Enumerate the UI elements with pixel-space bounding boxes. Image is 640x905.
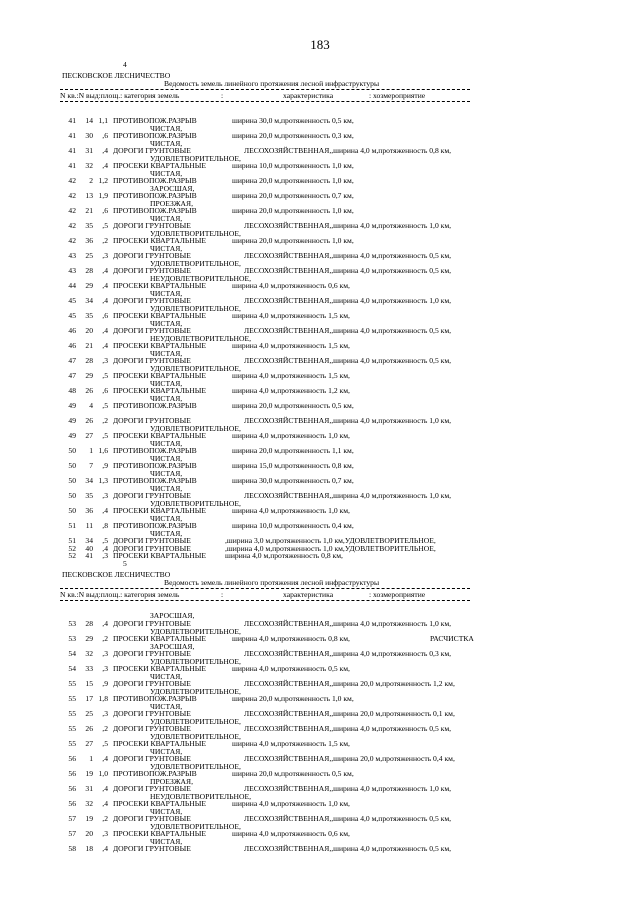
vyd-cell: 28: [85, 619, 93, 628]
category-cell: ПРОСЕКИ КВАРТАЛЬНЫЕ: [113, 799, 206, 808]
kv-cell: 55: [68, 694, 76, 703]
vyd-cell: 15: [85, 679, 93, 688]
vyd-cell: 30: [85, 131, 93, 140]
area-cell: ,4: [102, 543, 108, 553]
vyd-cell: 32: [85, 799, 93, 808]
vyd-cell: 26: [85, 724, 93, 733]
vyd-cell: 34: [85, 536, 93, 545]
category-cell: ПРОТИВОПОЖ.РАЗРЫВ: [113, 694, 197, 703]
area-cell: ,5: [102, 536, 108, 545]
vyd-cell: 34: [85, 296, 93, 305]
vyd-cell: 21: [85, 341, 93, 350]
kv-cell: 41: [68, 116, 76, 125]
area-cell: ,6: [102, 206, 108, 215]
vyd-cell: 17: [85, 694, 93, 703]
characteristic-cell: ширина 4,0 м,протяженность 1,5 км,: [232, 311, 350, 320]
characteristic-cell: ширина 20,0 м,протяженность 0,5 км,: [232, 401, 354, 410]
category-cell: ДОРОГИ ГРУНТОВЫЕ: [113, 146, 191, 155]
area-cell: ,2: [102, 236, 108, 245]
vyd-cell: 4: [89, 401, 93, 410]
subline-cell: УДОВЛЕТВОРИТЕЛЬНОЕ,: [150, 716, 241, 726]
area-cell: ,3: [102, 551, 108, 561]
kv-cell: 55: [68, 739, 76, 748]
category-cell: ДОРОГИ ГРУНТОВЫЕ: [113, 221, 191, 230]
kv-cell: 50: [68, 476, 76, 485]
characteristic-cell: ЛЕСОХОЗЯЙСТВЕННАЯ,,ширина 4,0 м,протяженность 0,5 км,: [244, 356, 452, 365]
subline-cell: УДОВЛЕТВОРИТЕЛЬНОЕ,: [150, 423, 241, 433]
characteristic-cell: ширина 10,0 м,протяженность 0,4 км,: [232, 521, 354, 530]
category-cell: ДОРОГИ ГРУНТОВЫЕ: [113, 784, 191, 793]
characteristic-cell: ширина 4,0 м,протяженность 1,2 км,: [232, 386, 350, 395]
kv-cell: 54: [68, 649, 76, 658]
area-cell: ,3: [102, 491, 108, 500]
category-cell: ПРОСЕКИ КВАРТАЛЬНЫЕ: [113, 431, 206, 440]
vyd-cell: 19: [85, 814, 93, 823]
subline-cell: НЕУДОВЛЕТВОРИТЕЛЬНОЕ,: [150, 791, 252, 801]
characteristic-cell: ширина 4,0 м,протяженность 1,5 км,: [232, 739, 350, 748]
characteristic-cell: ЛЕСОХОЗЯЙСТВЕННАЯ,,ширина 20,0 м,протяженность 0,1 км,: [244, 709, 455, 718]
area-cell: 1,1: [98, 116, 108, 125]
category-cell: ПРОСЕКИ КВАРТАЛЬНЫЕ: [113, 551, 206, 561]
kv-cell: 56: [68, 769, 76, 778]
subline-cell: ЧИСТАЯ,: [150, 671, 183, 681]
characteristic-cell: ЛЕСОХОЗЯЙСТВЕННАЯ,,ширина 4,0 м,протяженность 0,3 км,: [244, 649, 452, 658]
category-cell: ДОРОГИ ГРУНТОВЫЕ: [113, 649, 191, 658]
category-cell: ПРОСЕКИ КВАРТАЛЬНЫЕ: [113, 506, 206, 515]
vyd-cell: 1: [89, 446, 93, 455]
vyd-cell: 32: [85, 649, 93, 658]
vyd-cell: 13: [85, 191, 93, 200]
characteristic-cell: ширина 4,0 м,протяженность 0,8 км,: [225, 551, 343, 561]
subline-cell: ЧИСТАЯ,: [150, 168, 183, 178]
characteristic-cell: ЛЕСОХОЗЯЙСТВЕННАЯ,,ширина 4,0 м,протяженность 1,0 км,: [244, 619, 452, 628]
characteristic-cell: ,ширина 4,0 м,протяженность 1,0 км,УДОВЛЕТВОРИТЕЛЬНОЕ,: [225, 543, 436, 553]
characteristic-cell: ширина 20,0 м,протяженность 1,0 км,: [232, 694, 354, 703]
area-cell: ,6: [102, 311, 108, 320]
vyd-cell: 35: [85, 311, 93, 320]
vyd-cell: 29: [85, 281, 93, 290]
kv-cell: 42: [68, 206, 76, 215]
kv-cell: 55: [68, 709, 76, 718]
characteristic-cell: ширина 15,0 м,протяженность 0,8 км,: [232, 461, 354, 470]
characteristic-cell: ширина 4,0 м,протяженность 1,0 км,: [232, 799, 350, 808]
characteristic-cell: ширина 20,0 м,протяженность 1,1 км,: [232, 446, 354, 455]
characteristic-cell: ширина 4,0 м,протяженность 0,8 км,: [232, 634, 350, 643]
category-cell: ПРОТИВОПОЖ.РАЗРЫВ: [113, 206, 197, 215]
subline-cell: УДОВЛЕТВОРИТЕЛЬНОЕ,: [150, 821, 241, 831]
characteristic-cell: ЛЕСОХОЗЯЙСТВЕННАЯ,,ширина 4,0 м,протяженность 0,5 км,: [244, 266, 452, 275]
category-cell: ПРОТИВОПОЖ.РАЗРЫВ: [113, 769, 197, 778]
subline-cell: ЧИСТАЯ,: [150, 378, 183, 388]
kv-cell: 55: [68, 724, 76, 733]
page-number: 183: [310, 37, 330, 52]
subline-cell: УДОВЛЕТВОРИТЕЛЬНОЕ,: [150, 686, 241, 696]
subline-cell: ЧИСТАЯ,: [150, 836, 183, 846]
kv-cell: 56: [68, 754, 76, 763]
area-cell: ,4: [102, 619, 108, 628]
characteristic-cell: ЛЕСОХОЗЯЙСТВЕННАЯ,,ширина 20,0 м,протяженность 0,4 км,: [244, 754, 455, 763]
area-cell: ,4: [102, 281, 108, 290]
category-cell: ПРОТИВОПОЖ.РАЗРЫВ: [113, 446, 197, 455]
kv-cell: 42: [68, 191, 76, 200]
header-rule-top: [60, 588, 470, 589]
category-cell: ДОРОГИ ГРУНТОВЫЕ: [113, 491, 191, 500]
characteristic-cell: ширина 20,0 м,протяженность 0,7 км,: [232, 191, 354, 200]
area-cell: ,2: [102, 724, 108, 733]
characteristic-cell: ширина 20,0 м,протяженность 1,0 км,: [232, 206, 354, 215]
vyd-cell: 20: [85, 326, 93, 335]
characteristic-cell: ширина 4,0 м,протяженность 0,5 км,: [232, 664, 350, 673]
subline-cell: УДОВЛЕТВОРИТЕЛЬНОЕ,: [150, 656, 241, 666]
vyd-cell: 36: [85, 506, 93, 515]
area-cell: ,8: [102, 521, 108, 530]
vyd-cell: 14: [85, 116, 93, 125]
vyd-cell: 32: [85, 161, 93, 170]
subline-cell: УДОВЛЕТВОРИТЕЛЬНОЕ,: [150, 731, 241, 741]
area-cell: ,4: [102, 506, 108, 515]
area-cell: ,4: [102, 296, 108, 305]
kv-cell: 58: [68, 844, 76, 853]
kv-cell: 52: [68, 551, 76, 561]
kv-cell: 50: [68, 446, 76, 455]
vyd-cell: 1: [89, 754, 93, 763]
kv-cell: 51: [68, 521, 76, 530]
characteristic-cell: ,ширина 3,0 м,протяженность 1,0 км,УДОВЛЕТВОРИТЕЛЬНОЕ,: [225, 536, 436, 545]
subline-cell: УДОВЛЕТВОРИТЕЛЬНОЕ,: [150, 761, 241, 771]
subline-cell: ЧИСТАЯ,: [150, 348, 183, 358]
carryover-line: ЗАРОСШАЯ,: [150, 611, 195, 620]
area-cell: ,4: [102, 266, 108, 275]
area-cell: ,3: [102, 709, 108, 718]
kv-cell: 49: [68, 401, 76, 410]
category-cell: ПРОСЕКИ КВАРТАЛЬНЫЕ: [113, 829, 206, 838]
header-colon: :: [221, 590, 224, 599]
kv-cell: 42: [68, 176, 76, 185]
area-cell: ,5: [102, 739, 108, 748]
category-cell: ДОРОГИ ГРУНТОВЫЕ: [113, 814, 191, 823]
subline-cell: ЧИСТАЯ,: [150, 393, 183, 403]
category-cell: ПРОСЕКИ КВАРТАЛЬНЫЕ: [113, 371, 206, 380]
subline-cell: ЧИСТАЯ,: [150, 483, 183, 493]
kv-cell: 50: [68, 506, 76, 515]
kv-cell: 52: [68, 543, 76, 553]
characteristic-cell: ширина 10,0 м,протяженность 1,0 км,: [232, 161, 354, 170]
vyd-cell: 36: [85, 236, 93, 245]
category-cell: ДОРОГИ ГРУНТОВЫЕ: [113, 326, 191, 335]
vyd-cell: 28: [85, 266, 93, 275]
kv-cell: 57: [68, 814, 76, 823]
header-measures: : хозмероприятие: [369, 590, 426, 599]
action-cell: РАСЧИСТКА: [430, 634, 474, 643]
characteristic-cell: ширина 30,0 м,протяженность 0,7 км,: [232, 476, 354, 485]
characteristic-cell: ЛЕСОХОЗЯЙСТВЕННАЯ,,ширина 4,0 м,протяженность 1,0 км,: [244, 491, 452, 500]
characteristic-cell: ЛЕСОХОЗЯЙСТВЕННАЯ,,ширина 4,0 м,протяженность 0,8 км,: [244, 146, 452, 155]
category-cell: ПРОСЕКИ КВАРТАЛЬНЫЕ: [113, 634, 206, 643]
subline-cell: НЕУДОВЛЕТВОРИТЕЛЬНОЕ,: [150, 333, 252, 343]
category-cell: ДОРОГИ ГРУНТОВЫЕ: [113, 543, 191, 553]
category-cell: ПРОСЕКИ КВАРТАЛЬНЫЕ: [113, 161, 206, 170]
area-cell: ,4: [102, 341, 108, 350]
characteristic-cell: ширина 4,0 м,протяженность 0,6 км,: [232, 281, 350, 290]
area-cell: 1,3: [98, 476, 108, 485]
header-measures: : хозмероприятие: [369, 91, 426, 100]
kv-cell: 44: [68, 281, 76, 290]
subline-cell: ПРОЕЗЖАЯ,: [150, 776, 193, 786]
characteristic-cell: ширина 4,0 м,протяженность 1,5 км,: [232, 371, 350, 380]
subline-cell: УДОВЛЕТВОРИТЕЛЬНОЕ,: [150, 258, 241, 268]
subline-cell: УДОВЛЕТВОРИТЕЛЬНОЕ,: [150, 498, 241, 508]
header-colon: :: [221, 91, 224, 100]
category-cell: ДОРОГИ ГРУНТОВЫЕ: [113, 416, 191, 425]
area-cell: 1,2: [98, 176, 108, 185]
characteristic-cell: ЛЕСОХОЗЯЙСТВЕННАЯ,,ширина 4,0 м,протяженность 0,5 км,: [244, 326, 452, 335]
kv-cell: 50: [68, 491, 76, 500]
area-cell: ,3: [102, 649, 108, 658]
area-cell: ,6: [102, 386, 108, 395]
vyd-cell: 25: [85, 251, 93, 260]
category-cell: ДОРОГИ ГРУНТОВЫЕ: [113, 724, 191, 733]
characteristic-cell: ширина 4,0 м,протяженность 1,0 км,: [232, 431, 350, 440]
characteristic-cell: ширина 20,0 м,протяженность 1,0 км,: [232, 176, 354, 185]
area-cell: ,4: [102, 146, 108, 155]
area-cell: 1,0: [98, 769, 108, 778]
category-cell: ПРОСЕКИ КВАРТАЛЬНЫЕ: [113, 311, 206, 320]
kv-cell: 46: [68, 341, 76, 350]
vyd-cell: 7: [89, 461, 93, 470]
vyd-cell: 29: [85, 634, 93, 643]
forestry-name: ПЕСКОВСКОЕ ЛЕСНИЧЕСТВО: [62, 570, 171, 579]
category-cell: ДОРОГИ ГРУНТОВЫЕ: [113, 619, 191, 628]
characteristic-cell: ЛЕСОХОЗЯЙСТВЕННАЯ,,ширина 20,0 м,протяженность 1,2 км,: [244, 679, 455, 688]
subline-cell: ЗАРОСШАЯ,: [150, 641, 195, 651]
kv-cell: 43: [68, 251, 76, 260]
category-cell: ДОРОГИ ГРУНТОВЫЕ: [113, 536, 191, 545]
subline-cell: ЧИСТАЯ,: [150, 318, 183, 328]
subline-cell: УДОВЛЕТВОРИТЕЛЬНОЕ,: [150, 228, 241, 238]
vyd-cell: 11: [85, 521, 93, 530]
characteristic-cell: ширина 20,0 м,протяженность 1,0 км,: [232, 236, 354, 245]
header-characteristic: характеристика: [283, 590, 334, 599]
subline-cell: ЧИСТАЯ,: [150, 243, 183, 253]
subline-cell: ЧИСТАЯ,: [150, 453, 183, 463]
category-cell: ПРОТИВОПОЖ.РАЗРЫВ: [113, 191, 197, 200]
kv-cell: 56: [68, 799, 76, 808]
vyd-cell: 26: [85, 386, 93, 395]
characteristic-cell: ширина 20,0 м,протяженность 0,3 км,: [232, 131, 354, 140]
kv-cell: 43: [68, 266, 76, 275]
subline-cell: ЧИСТАЯ,: [150, 806, 183, 816]
category-cell: ДОРОГИ ГРУНТОВЫЕ: [113, 296, 191, 305]
area-cell: ,6: [102, 131, 108, 140]
subline-cell: УДОВЛЕТВОРИТЕЛЬНОЕ,: [150, 626, 241, 636]
header-columns-left: N кв.:N выд:площ.: категория земель: [60, 590, 180, 599]
category-cell: ПРОТИВОПОЖ.РАЗРЫВ: [113, 131, 197, 140]
subline-cell: ЧИСТАЯ,: [150, 528, 183, 538]
kv-cell: 54: [68, 664, 76, 673]
category-cell: ПРОСЕКИ КВАРТАЛЬНЫЕ: [113, 739, 206, 748]
subline-cell: НЕУДОВЛЕТВОРИТЕЛЬНОЕ,: [150, 273, 252, 283]
kv-cell: 48: [68, 386, 76, 395]
area-cell: ,4: [102, 161, 108, 170]
area-cell: 1,6: [98, 446, 108, 455]
area-cell: ,9: [102, 679, 108, 688]
area-cell: ,3: [102, 829, 108, 838]
category-cell: ПРОТИВОПОЖ.РАЗРЫВ: [113, 116, 197, 125]
kv-cell: 55: [68, 679, 76, 688]
category-cell: ПРОСЕКИ КВАРТАЛЬНЫЕ: [113, 236, 206, 245]
header-columns-left: N кв.:N выд:площ.: категория земель: [60, 91, 180, 100]
section-marker: 5: [123, 559, 127, 568]
statement-title: Ведомость земель линейного протяжения лесной инфраструктуры: [164, 79, 380, 88]
characteristic-cell: ширина 4,0 м,протяженность 0,6 км,: [232, 829, 350, 838]
area-cell: ,5: [102, 431, 108, 440]
area-cell: 1,8: [98, 694, 108, 703]
kv-cell: 57: [68, 829, 76, 838]
category-cell: ПРОСЕКИ КВАРТАЛЬНЫЕ: [113, 341, 206, 350]
subline-cell: УДОВЛЕТВОРИТЕЛЬНОЕ,: [150, 153, 241, 163]
category-cell: ДОРОГИ ГРУНТОВЫЕ: [113, 679, 191, 688]
kv-cell: 56: [68, 784, 76, 793]
characteristic-cell: ЛЕСОХОЗЯЙСТВЕННАЯ,,ширина 4,0 м,протяженность 0,5 км,: [244, 251, 452, 260]
category-cell: ПРОСЕКИ КВАРТАЛЬНЫЕ: [113, 386, 206, 395]
kv-cell: 45: [68, 296, 76, 305]
characteristic-cell: ЛЕСОХОЗЯЙСТВЕННАЯ,,ширина 4,0 м,протяженность 0,5 км,: [244, 814, 452, 823]
area-cell: ,4: [102, 799, 108, 808]
category-cell: ДОРОГИ ГРУНТОВЫЕ: [113, 251, 191, 260]
characteristic-cell: ширина 4,0 м,протяженность 1,5 км,: [232, 341, 350, 350]
characteristic-cell: ширина 4,0 м,протяженность 1,0 км,: [232, 506, 350, 515]
area-cell: ,2: [102, 814, 108, 823]
vyd-cell: 27: [85, 431, 93, 440]
area-cell: ,4: [102, 754, 108, 763]
forestry-name: ПЕСКОВСКОЕ ЛЕСНИЧЕСТВО: [62, 71, 171, 80]
subline-cell: ЧИСТАЯ,: [150, 468, 183, 478]
header-rule-bottom: [60, 600, 470, 601]
kv-cell: 51: [68, 536, 76, 545]
subline-cell: УДОВЛЕТВОРИТЕЛЬНОЕ,: [150, 363, 241, 373]
statement-title: Ведомость земель линейного протяжения лесной инфраструктуры: [164, 578, 380, 587]
kv-cell: 41: [68, 161, 76, 170]
area-cell: ,3: [102, 664, 108, 673]
kv-cell: 47: [68, 371, 76, 380]
vyd-cell: 28: [85, 356, 93, 365]
category-cell: ДОРОГИ ГРУНТОВЫЕ: [113, 356, 191, 365]
vyd-cell: 21: [85, 206, 93, 215]
characteristic-cell: ЛЕСОХОЗЯЙСТВЕННАЯ,,ширина 4,0 м,протяженность 1,0 км,: [244, 221, 452, 230]
area-cell: ,4: [102, 326, 108, 335]
category-cell: ДОРОГИ ГРУНТОВЫЕ: [113, 754, 191, 763]
header-rule-bottom: [60, 101, 470, 102]
subline-cell: ЧИСТАЯ,: [150, 288, 183, 298]
vyd-cell: 35: [85, 221, 93, 230]
kv-cell: 46: [68, 326, 76, 335]
kv-cell: 42: [68, 236, 76, 245]
vyd-cell: 40: [85, 543, 93, 553]
area-cell: ,3: [102, 251, 108, 260]
vyd-cell: 25: [85, 709, 93, 718]
subline-cell: ПРОЕЗЖАЯ,: [150, 198, 193, 208]
category-cell: ПРОТИВОПОЖ.РАЗРЫВ: [113, 401, 197, 410]
kv-cell: 41: [68, 146, 76, 155]
vyd-cell: 29: [85, 371, 93, 380]
characteristic-cell: ЛЕСОХОЗЯЙСТВЕННАЯ,,ширина 4,0 м,протяженность 0,5 км,: [244, 844, 452, 853]
kv-cell: 53: [68, 619, 76, 628]
category-cell: ПРОТИВОПОЖ.РАЗРЫВ: [113, 521, 197, 530]
subline-cell: ЧИСТАЯ,: [150, 438, 183, 448]
header-rule-top: [60, 89, 470, 90]
subline-cell: ЧИСТАЯ,: [150, 513, 183, 523]
category-cell: ПРОТИВОПОЖ.РАЗРЫВ: [113, 461, 197, 470]
category-cell: ПРОТИВОПОЖ.РАЗРЫВ: [113, 476, 197, 485]
vyd-cell: 41: [85, 551, 93, 561]
subline-cell: ЧИСТАЯ,: [150, 213, 183, 223]
category-cell: ПРОТИВОПОЖ.РАЗРЫВ: [113, 176, 197, 185]
vyd-cell: 2: [89, 176, 93, 185]
section-marker: 4: [123, 60, 127, 69]
area-cell: ,4: [102, 784, 108, 793]
kv-cell: 49: [68, 431, 76, 440]
vyd-cell: 19: [85, 769, 93, 778]
area-cell: 1,9: [98, 191, 108, 200]
characteristic-cell: ЛЕСОХОЗЯЙСТВЕННАЯ,,ширина 4,0 м,протяженность 0,5 км,: [244, 724, 452, 733]
subline-cell: ЧИСТАЯ,: [150, 138, 183, 148]
vyd-cell: 20: [85, 829, 93, 838]
vyd-cell: 31: [85, 784, 93, 793]
header-characteristic: характеристика: [283, 91, 334, 100]
vyd-cell: 34: [85, 476, 93, 485]
subline-cell: ЧИСТАЯ,: [150, 701, 183, 711]
characteristic-cell: ЛЕСОХОЗЯЙСТВЕННАЯ,,ширина 4,0 м,протяженность 1,0 км,: [244, 296, 452, 305]
category-cell: ДОРОГИ ГРУНТОВЫЕ: [113, 266, 191, 275]
area-cell: ,4: [102, 844, 108, 853]
category-cell: ДОРОГИ ГРУНТОВЫЕ: [113, 844, 191, 853]
area-cell: ,2: [102, 416, 108, 425]
characteristic-cell: ширина 20,0 м,протяженность 0,5 км,: [232, 769, 354, 778]
category-cell: ПРОСЕКИ КВАРТАЛЬНЫЕ: [113, 664, 206, 673]
area-cell: ,5: [102, 371, 108, 380]
category-cell: ПРОСЕКИ КВАРТАЛЬНЫЕ: [113, 281, 206, 290]
vyd-cell: 27: [85, 739, 93, 748]
vyd-cell: 26: [85, 416, 93, 425]
characteristic-cell: ЛЕСОХОЗЯЙСТВЕННАЯ,,ширина 4,0 м,протяженность 1,0 км,: [244, 416, 452, 425]
kv-cell: 53: [68, 634, 76, 643]
kv-cell: 50: [68, 461, 76, 470]
vyd-cell: 33: [85, 664, 93, 673]
kv-cell: 49: [68, 416, 76, 425]
kv-cell: 42: [68, 221, 76, 230]
area-cell: ,2: [102, 634, 108, 643]
subline-cell: ЧИСТАЯ,: [150, 123, 183, 133]
category-cell: ДОРОГИ ГРУНТОВЫЕ: [113, 709, 191, 718]
kv-cell: 45: [68, 311, 76, 320]
subline-cell: УДОВЛЕТВОРИТЕЛЬНОЕ,: [150, 303, 241, 313]
characteristic-cell: ЛЕСОХОЗЯЙСТВЕННАЯ,,ширина 4,0 м,протяженность 1,0 км,: [244, 784, 452, 793]
area-cell: ,5: [102, 221, 108, 230]
subline-cell: ЗАРОСШАЯ,: [150, 183, 195, 193]
area-cell: ,5: [102, 401, 108, 410]
kv-cell: 47: [68, 356, 76, 365]
vyd-cell: 35: [85, 491, 93, 500]
subline-cell: ЧИСТАЯ,: [150, 746, 183, 756]
area-cell: ,3: [102, 356, 108, 365]
vyd-cell: 18: [85, 844, 93, 853]
characteristic-cell: ширина 30,0 м,протяженность 0,5 км,: [232, 116, 354, 125]
area-cell: ,9: [102, 461, 108, 470]
kv-cell: 41: [68, 131, 76, 140]
vyd-cell: 31: [85, 146, 93, 155]
